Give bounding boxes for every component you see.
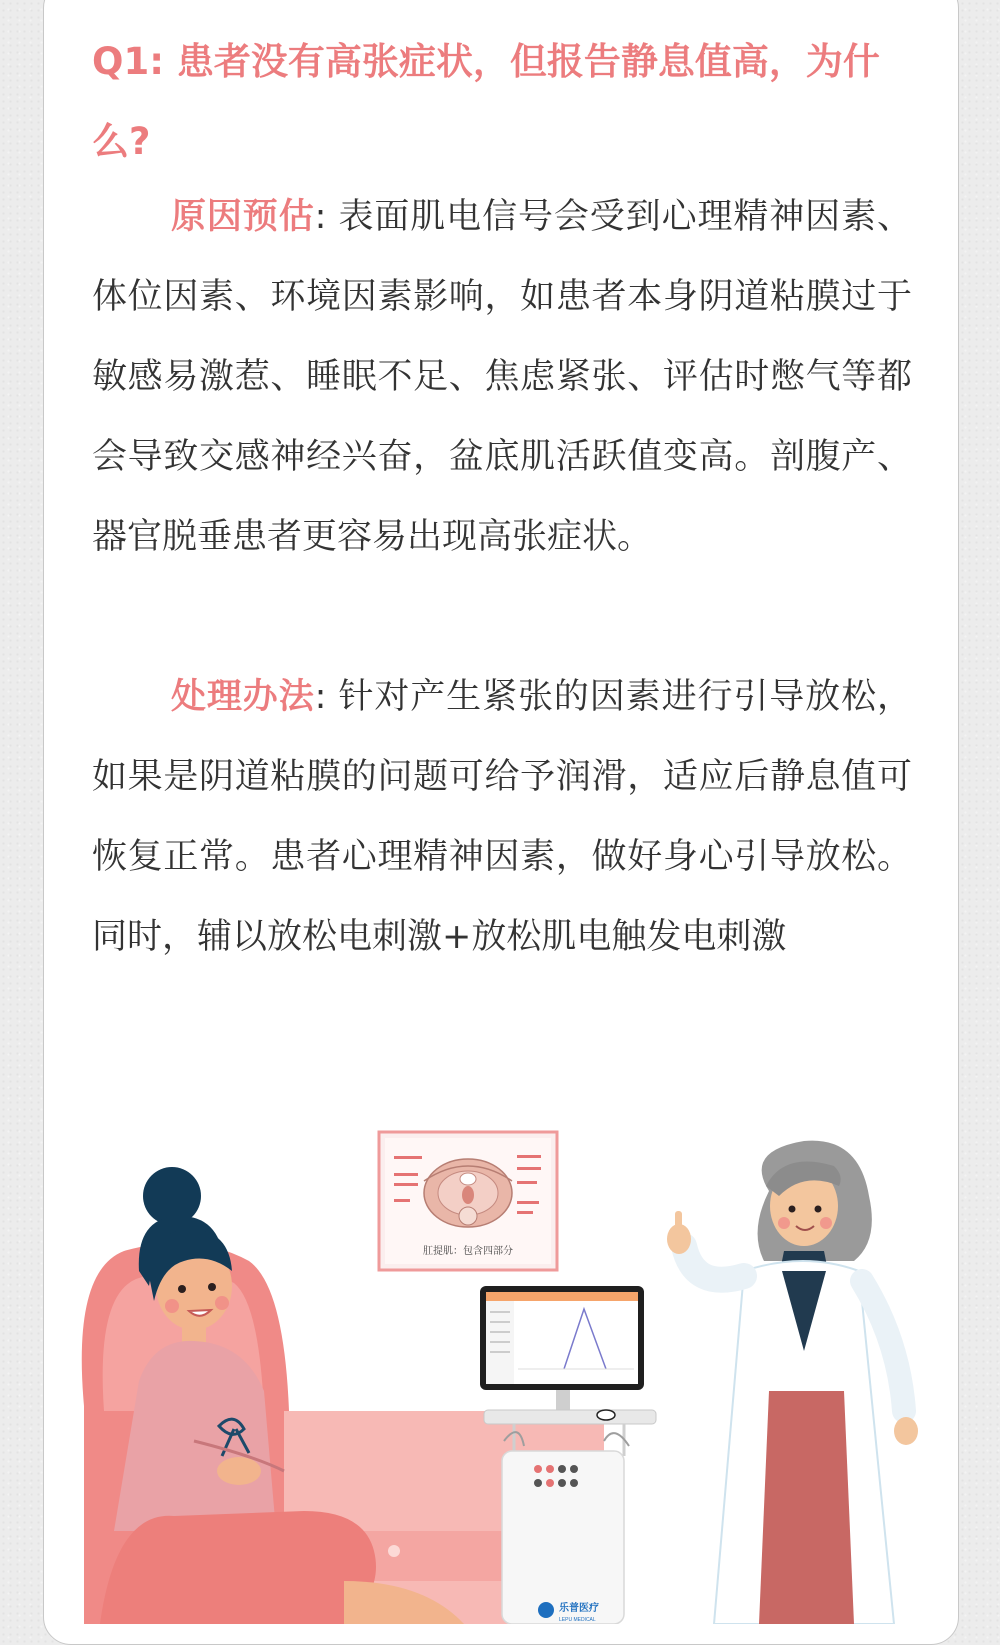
poster-caption: 肛提肌：包含四部分 — [423, 1246, 513, 1257]
question-heading: Q1: 患者没有高张症状，但报告静息值高，为什么? — [92, 40, 880, 163]
solution-label: 处理办法 — [171, 677, 315, 717]
reason-text: 表面肌电信号会受到心理精神因素、体位因素、环境因素影响，如患者本身阴道粘膜过于敏感易激惹、睡眠不足、焦虑紧张、评估时憋气等都会导致交感神经兴奋，盆底肌活跃值变高。剖腹产、器官脱垂患者更容易出现高张症状。 — [92, 197, 912, 557]
reason-separator: : — [314, 197, 339, 237]
solution-text: 针对产生紧张的因素进行引导放松，如果是阴道粘膜的问题可给予润滑，适应后静息值可恢复正常。患者心理精神因素，做好身心引导放松。同时，辅以放松电刺激+放松肌电触发电刺激 — [92, 677, 912, 957]
biofeedback-device — [480, 1286, 656, 1624]
solution-separator: : — [314, 677, 339, 717]
brand-name: 乐普医疗 — [559, 1603, 599, 1614]
device-cart — [502, 1451, 624, 1624]
reason-label: 原因预估 — [171, 197, 315, 237]
pelvic-floor-diagram-icon — [424, 1159, 512, 1227]
reason-paragraph — [92, 177, 912, 577]
mouse-icon — [597, 1410, 615, 1420]
brand-logo-icon — [538, 1602, 554, 1618]
solution-paragraph — [92, 657, 912, 977]
clinic-illustration — [44, 1111, 958, 1624]
doctor-figure — [667, 1141, 918, 1624]
anatomy-poster — [379, 1132, 557, 1270]
brand-name-en: LEPU MEDICAL — [559, 1617, 596, 1623]
content-card — [43, 0, 959, 1645]
